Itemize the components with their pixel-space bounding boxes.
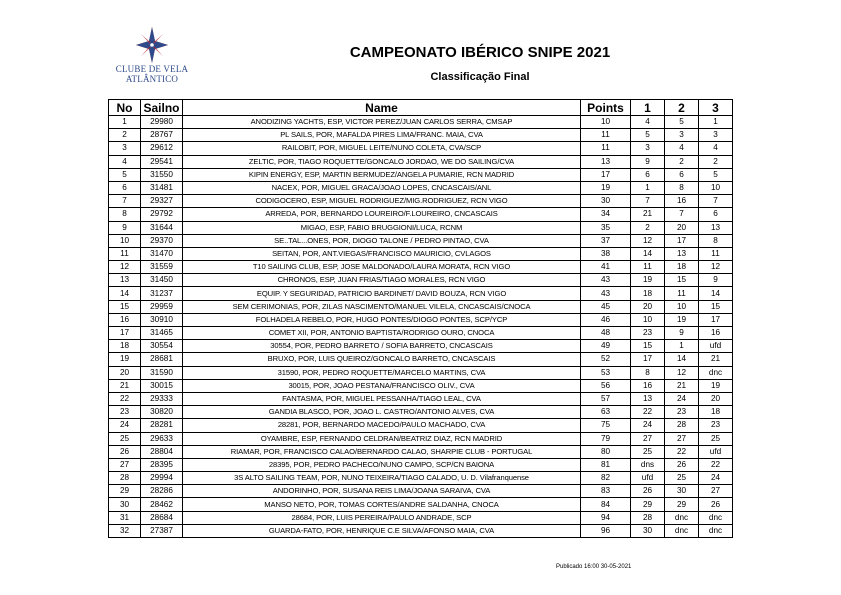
col-race3-cell: 15 xyxy=(699,300,733,313)
col-name-cell: GANDIA BLASCO, POR, JOAO L. CASTRO/ANTONIO ALVES, CVA xyxy=(183,406,581,419)
col-race3-cell: 20 xyxy=(699,392,733,405)
col-sailno-cell: 27387 xyxy=(141,524,183,537)
col-points-cell: 57 xyxy=(581,392,631,405)
col-name-cell: OYAMBRE, ESP, FERNANDO CELDRAN/BEATRIZ DIAZ, RCN MADRID xyxy=(183,432,581,445)
col-name-cell: 28684, POR, LUIS PEREIRA/PAULO ANDRADE, SCP xyxy=(183,511,581,524)
col-name-header: Name xyxy=(183,100,581,116)
col-no-cell: 6 xyxy=(109,181,141,194)
table-row xyxy=(109,340,733,353)
col-race1-header: 1 xyxy=(631,100,665,116)
results-table xyxy=(108,99,733,538)
col-name-cell: PL SAILS, POR, MAFALDA PIRES LIMA/FRANC. MAIA, CVA xyxy=(183,129,581,142)
col-race2-cell: 21 xyxy=(665,379,699,392)
col-points-cell: 48 xyxy=(581,327,631,340)
table-row xyxy=(109,511,733,524)
col-race3-cell: ufd xyxy=(699,340,733,353)
col-race2-cell: 24 xyxy=(665,392,699,405)
col-race2-header: 2 xyxy=(665,100,699,116)
col-points-cell: 13 xyxy=(581,155,631,168)
col-name-cell: CODIGOCERO, ESP, MIGUEL RODRIGUEZ/MIG.RODRIGUEZ, RCN VIGO xyxy=(183,195,581,208)
col-name-cell: EQUIP. Y SEGURIDAD, PATRICIO BARDINET/ DAVID BOUZA, RCN VIGO xyxy=(183,287,581,300)
col-sailno-cell: 31470 xyxy=(141,247,183,260)
col-race1-cell: 29 xyxy=(631,498,665,511)
col-race2-cell: 5 xyxy=(665,116,699,129)
club-name-line1: CLUBE DE VELA xyxy=(115,64,189,74)
page-subtitle: Classificação Final xyxy=(430,71,530,83)
table-row xyxy=(109,234,733,247)
col-race1-cell: 17 xyxy=(631,353,665,366)
table-row xyxy=(109,168,733,181)
col-points-cell: 56 xyxy=(581,379,631,392)
col-name-cell: 28395, POR, PEDRO PACHECO/NUNO CAMPO, SCP/CN BAIONA xyxy=(183,458,581,471)
col-name-cell: MANSO NETO, POR, TOMAS CORTES/ANDRE SALDANHA, CNOCA xyxy=(183,498,581,511)
col-sailno-cell: 30554 xyxy=(141,340,183,353)
col-name-cell: RAILOBIT, POR, MIGUEL LEITE/NUNO COLETA, CVA/SCP xyxy=(183,142,581,155)
col-race1-cell: 3 xyxy=(631,142,665,155)
col-points-cell: 63 xyxy=(581,406,631,419)
col-race3-cell: 22 xyxy=(699,458,733,471)
table-row xyxy=(109,181,733,194)
col-race2-cell: 14 xyxy=(665,353,699,366)
col-points-cell: 49 xyxy=(581,340,631,353)
col-no-cell: 25 xyxy=(109,432,141,445)
col-points-cell: 81 xyxy=(581,458,631,471)
col-race3-cell: 5 xyxy=(699,168,733,181)
col-race2-cell: 19 xyxy=(665,313,699,326)
col-race2-cell: 15 xyxy=(665,274,699,287)
table-row xyxy=(109,458,733,471)
col-race2-cell: 23 xyxy=(665,406,699,419)
col-race2-cell: 17 xyxy=(665,234,699,247)
col-race1-cell: 21 xyxy=(631,208,665,221)
table-row xyxy=(109,221,733,234)
col-name-cell: 30015, POR, JOAO PESTANA/FRANCISCO OLIV., CVA xyxy=(183,379,581,392)
col-race2-cell: 29 xyxy=(665,498,699,511)
col-race3-cell: 19 xyxy=(699,379,733,392)
col-name-cell: SE..TAL...ONES, POR, DIOGO TALONE / PEDRO PINTAO, CVA xyxy=(183,234,581,247)
col-race3-cell: 25 xyxy=(699,432,733,445)
col-name-cell: 28281, POR, BERNARDO MACEDO/PAULO MACHADO, CVA xyxy=(183,419,581,432)
col-points-cell: 43 xyxy=(581,287,631,300)
col-no-cell: 15 xyxy=(109,300,141,313)
col-sailno-cell: 28286 xyxy=(141,485,183,498)
col-points-cell: 82 xyxy=(581,472,631,485)
col-name-cell: ANDORINHO, POR, SUSANA REIS LIMA/JOANA SARAIVA, CVA xyxy=(183,485,581,498)
col-sailno-cell: 29994 xyxy=(141,472,183,485)
col-no-cell: 18 xyxy=(109,340,141,353)
col-no-cell: 28 xyxy=(109,472,141,485)
col-sailno-cell: 30820 xyxy=(141,406,183,419)
col-race3-cell: 6 xyxy=(699,208,733,221)
col-race3-cell: 14 xyxy=(699,287,733,300)
col-race2-cell: 20 xyxy=(665,221,699,234)
col-race2-cell: 12 xyxy=(665,366,699,379)
col-sailno-cell: 29633 xyxy=(141,432,183,445)
col-race1-cell: 6 xyxy=(631,168,665,181)
col-sailno-cell: 30910 xyxy=(141,313,183,326)
col-name-cell: T10 SAILING CLUB, ESP, JOSE MALDONADO/LAURA MORATA, RCN VIGO xyxy=(183,261,581,274)
col-race3-cell: dnc xyxy=(699,366,733,379)
col-sailno-cell: 31559 xyxy=(141,261,183,274)
col-no-cell: 30 xyxy=(109,498,141,511)
col-race2-cell: 2 xyxy=(665,155,699,168)
col-points-cell: 11 xyxy=(581,142,631,155)
col-race3-cell: 8 xyxy=(699,234,733,247)
club-logo xyxy=(104,26,200,88)
col-no-cell: 12 xyxy=(109,261,141,274)
page-title: CAMPEONATO IBÉRICO SNIPE 2021 xyxy=(349,44,611,61)
col-race3-cell: 11 xyxy=(699,247,733,260)
col-name-cell: SEM CERIMONIAS, POR, ZILAS NASCIMENTO/MANUEL VILELA, CNCASCAIS/CNOCA xyxy=(183,300,581,313)
col-race1-cell: 10 xyxy=(631,313,665,326)
col-no-cell: 27 xyxy=(109,458,141,471)
col-no-cell: 20 xyxy=(109,366,141,379)
col-race1-cell: 5 xyxy=(631,129,665,142)
col-race2-cell: 22 xyxy=(665,445,699,458)
col-sailno-cell: 29959 xyxy=(141,300,183,313)
col-sailno-cell: 28462 xyxy=(141,498,183,511)
col-race1-cell: 24 xyxy=(631,419,665,432)
col-race1-cell: 23 xyxy=(631,327,665,340)
col-race2-cell: 10 xyxy=(665,300,699,313)
col-name-cell: ZELTIC, POR, TIAGO ROQUETTE/GONCALO JORDAO, WE DO SAILING/CVA xyxy=(183,155,581,168)
table-header-row xyxy=(109,100,733,116)
col-race1-cell: 22 xyxy=(631,406,665,419)
col-race3-cell: 10 xyxy=(699,181,733,194)
col-race1-cell: ufd xyxy=(631,472,665,485)
col-sailno-cell: 31550 xyxy=(141,168,183,181)
col-race2-cell: dnc xyxy=(665,524,699,537)
col-race3-cell: dnc xyxy=(699,511,733,524)
col-points-cell: 17 xyxy=(581,168,631,181)
col-name-cell: RIAMAR, POR, FRANCISCO CALAO/BERNARDO CALAO, SHARPIE CLUB - PORTUGAL xyxy=(183,445,581,458)
table-row xyxy=(109,247,733,260)
table-row xyxy=(109,498,733,511)
col-race3-header: 3 xyxy=(699,100,733,116)
col-points-cell: 37 xyxy=(581,234,631,247)
col-no-cell: 13 xyxy=(109,274,141,287)
col-race1-cell: 7 xyxy=(631,195,665,208)
col-race2-cell: dnc xyxy=(665,511,699,524)
col-no-cell: 9 xyxy=(109,221,141,234)
col-sailno-cell: 28684 xyxy=(141,511,183,524)
col-race2-cell: 4 xyxy=(665,142,699,155)
col-no-cell: 3 xyxy=(109,142,141,155)
col-sailno-cell: 29541 xyxy=(141,155,183,168)
col-name-cell: FOLHADELA REBELO, POR, HUGO PONTES/DIOGO PONTES, SCP/YCP xyxy=(183,313,581,326)
col-race3-cell: 24 xyxy=(699,472,733,485)
col-sailno-cell: 29333 xyxy=(141,392,183,405)
col-sailno-cell: 31644 xyxy=(141,221,183,234)
col-sailno-cell: 29370 xyxy=(141,234,183,247)
col-points-cell: 80 xyxy=(581,445,631,458)
col-race3-cell: 26 xyxy=(699,498,733,511)
col-sailno-header: Sailno xyxy=(141,100,183,116)
table-row xyxy=(109,445,733,458)
col-name-cell: MIGAO, ESP, FABIO BRUGGIONI/LUCA, RCNM xyxy=(183,221,581,234)
col-race1-cell: 2 xyxy=(631,221,665,234)
col-name-cell: GUARDA-FATO, POR, HENRIQUE C.E SILVA/AFONSO MAIA, CVA xyxy=(183,524,581,537)
col-race1-cell: 1 xyxy=(631,181,665,194)
col-race3-cell: 7 xyxy=(699,195,733,208)
table-row xyxy=(109,379,733,392)
table-row xyxy=(109,116,733,129)
col-race2-cell: 18 xyxy=(665,261,699,274)
table-body xyxy=(109,116,733,538)
col-sailno-cell: 28395 xyxy=(141,458,183,471)
col-points-cell: 35 xyxy=(581,221,631,234)
col-no-header: No xyxy=(109,100,141,116)
col-race1-cell: 14 xyxy=(631,247,665,260)
col-no-cell: 5 xyxy=(109,168,141,181)
col-points-cell: 52 xyxy=(581,353,631,366)
col-no-cell: 22 xyxy=(109,392,141,405)
col-points-cell: 96 xyxy=(581,524,631,537)
col-race2-cell: 9 xyxy=(665,327,699,340)
col-race1-cell: 11 xyxy=(631,261,665,274)
col-sailno-cell: 30015 xyxy=(141,379,183,392)
col-race1-cell: 16 xyxy=(631,379,665,392)
col-no-cell: 14 xyxy=(109,287,141,300)
col-race2-cell: 6 xyxy=(665,168,699,181)
col-race3-cell: 17 xyxy=(699,313,733,326)
col-race3-cell: 16 xyxy=(699,327,733,340)
col-race2-cell: 26 xyxy=(665,458,699,471)
col-name-cell: 3S ALTO SAILING TEAM, POR, NUNO TEIXEIRA/TIAGO CALADO, U. D. Vilafranquense xyxy=(183,472,581,485)
col-name-cell: KIPIN ENERGY, ESP, MARTIN BERMUDEZ/ANGELA PUMARIE, RCN MADRID xyxy=(183,168,581,181)
col-name-cell: CHRONOS, ESP, JUAN FRIAS/TIAGO MORALES, RCN VIGO xyxy=(183,274,581,287)
table-row xyxy=(109,392,733,405)
col-name-cell: BRUXO, POR, LUIS QUEIROZ/GONCALO BARRETO, CNCASCAIS xyxy=(183,353,581,366)
table-row xyxy=(109,432,733,445)
col-race1-cell: 9 xyxy=(631,155,665,168)
table-row xyxy=(109,195,733,208)
col-points-cell: 34 xyxy=(581,208,631,221)
table-row xyxy=(109,142,733,155)
table-row xyxy=(109,155,733,168)
col-no-cell: 8 xyxy=(109,208,141,221)
col-no-cell: 1 xyxy=(109,116,141,129)
col-sailno-cell: 28681 xyxy=(141,353,183,366)
col-points-cell: 38 xyxy=(581,247,631,260)
col-sailno-cell: 31590 xyxy=(141,366,183,379)
col-name-cell: 31590, POR, PEDRO ROQUETTE/MARCELO MARTINS, CVA xyxy=(183,366,581,379)
col-race1-cell: 27 xyxy=(631,432,665,445)
col-race2-cell: 1 xyxy=(665,340,699,353)
col-no-cell: 16 xyxy=(109,313,141,326)
table-row xyxy=(109,313,733,326)
col-race2-cell: 7 xyxy=(665,208,699,221)
table-row xyxy=(109,524,733,537)
table-row xyxy=(109,419,733,432)
col-race1-cell: 13 xyxy=(631,392,665,405)
col-points-cell: 45 xyxy=(581,300,631,313)
table-row xyxy=(109,327,733,340)
col-points-cell: 94 xyxy=(581,511,631,524)
col-race1-cell: 19 xyxy=(631,274,665,287)
col-points-cell: 83 xyxy=(581,485,631,498)
col-no-cell: 31 xyxy=(109,511,141,524)
col-sailno-cell: 31465 xyxy=(141,327,183,340)
col-race2-cell: 16 xyxy=(665,195,699,208)
col-sailno-cell: 31237 xyxy=(141,287,183,300)
col-race3-cell: 18 xyxy=(699,406,733,419)
col-no-cell: 17 xyxy=(109,327,141,340)
col-race2-cell: 13 xyxy=(665,247,699,260)
col-race1-cell: 4 xyxy=(631,116,665,129)
table-row xyxy=(109,274,733,287)
table-row xyxy=(109,353,733,366)
col-sailno-cell: 29327 xyxy=(141,195,183,208)
col-race2-cell: 8 xyxy=(665,181,699,194)
col-name-cell: COMET XII, POR, ANTONIO BAPTISTA/RODRIGO OURO, CNOCA xyxy=(183,327,581,340)
col-race3-cell: ufd xyxy=(699,445,733,458)
col-race2-cell: 3 xyxy=(665,129,699,142)
col-sailno-cell: 28281 xyxy=(141,419,183,432)
table-row xyxy=(109,406,733,419)
table-row xyxy=(109,208,733,221)
col-race1-cell: 8 xyxy=(631,366,665,379)
col-race1-cell: 28 xyxy=(631,511,665,524)
col-sailno-cell: 31481 xyxy=(141,181,183,194)
col-race3-cell: 23 xyxy=(699,419,733,432)
col-no-cell: 21 xyxy=(109,379,141,392)
col-race1-cell: 12 xyxy=(631,234,665,247)
published-timestamp: Publicado 16:00 30-05-2021 xyxy=(556,564,632,570)
col-sailno-cell: 29612 xyxy=(141,142,183,155)
col-no-cell: 29 xyxy=(109,485,141,498)
col-race1-cell: 20 xyxy=(631,300,665,313)
table-row xyxy=(109,261,733,274)
col-points-cell: 79 xyxy=(581,432,631,445)
col-name-cell: ARREDA, POR, BERNARDO LOUREIRO/F.LOUREIRO, CNCASCAIS xyxy=(183,208,581,221)
col-race1-cell: 15 xyxy=(631,340,665,353)
col-race1-cell: 26 xyxy=(631,485,665,498)
club-name-line2: ATLÂNTICO xyxy=(125,74,179,84)
col-race3-cell: 27 xyxy=(699,485,733,498)
table-row xyxy=(109,129,733,142)
col-no-cell: 11 xyxy=(109,247,141,260)
col-no-cell: 19 xyxy=(109,353,141,366)
col-race2-cell: 11 xyxy=(665,287,699,300)
col-race2-cell: 25 xyxy=(665,472,699,485)
col-name-cell: ANODIZING YACHTS, ESP, VICTOR PEREZ/JUAN CARLOS SERRA, CMSAP xyxy=(183,116,581,129)
col-race2-cell: 28 xyxy=(665,419,699,432)
compass-star-icon xyxy=(135,26,169,64)
col-name-cell: NACEX, POR, MIGUEL GRACA/JOAO LOPES, CNCASCAIS/ANL xyxy=(183,181,581,194)
col-race1-cell: 25 xyxy=(631,445,665,458)
col-name-cell: 30554, POR, PEDRO BARRETO / SOFIA BARRETO, CNCASCAIS xyxy=(183,340,581,353)
col-no-cell: 32 xyxy=(109,524,141,537)
col-points-cell: 10 xyxy=(581,116,631,129)
table-row xyxy=(109,366,733,379)
col-sailno-cell: 28804 xyxy=(141,445,183,458)
col-no-cell: 2 xyxy=(109,129,141,142)
col-name-cell: FANTASMA, POR, MIGUEL PESSANHA/TIAGO LEAL, CVA xyxy=(183,392,581,405)
col-race3-cell: 2 xyxy=(699,155,733,168)
col-race1-cell: 30 xyxy=(631,524,665,537)
table-row xyxy=(109,472,733,485)
col-sailno-cell: 29792 xyxy=(141,208,183,221)
col-points-cell: 84 xyxy=(581,498,631,511)
col-points-cell: 11 xyxy=(581,129,631,142)
col-points-cell: 46 xyxy=(581,313,631,326)
col-sailno-cell: 31450 xyxy=(141,274,183,287)
col-race3-cell: dnc xyxy=(699,524,733,537)
col-points-cell: 43 xyxy=(581,274,631,287)
col-race3-cell: 1 xyxy=(699,116,733,129)
col-race3-cell: 9 xyxy=(699,274,733,287)
col-name-cell: SEITAN, POR, ANT.VIEGAS/FRANCISCO MAURICIO, CVLAGOS xyxy=(183,247,581,260)
col-race3-cell: 3 xyxy=(699,129,733,142)
col-race2-cell: 30 xyxy=(665,485,699,498)
col-race1-cell: 18 xyxy=(631,287,665,300)
col-no-cell: 7 xyxy=(109,195,141,208)
col-points-cell: 30 xyxy=(581,195,631,208)
col-race3-cell: 21 xyxy=(699,353,733,366)
col-points-cell: 75 xyxy=(581,419,631,432)
col-points-cell: 41 xyxy=(581,261,631,274)
col-race3-cell: 13 xyxy=(699,221,733,234)
col-sailno-cell: 28767 xyxy=(141,129,183,142)
col-race3-cell: 12 xyxy=(699,261,733,274)
table-row xyxy=(109,287,733,300)
col-no-cell: 24 xyxy=(109,419,141,432)
col-sailno-cell: 29980 xyxy=(141,116,183,129)
table-row xyxy=(109,485,733,498)
col-points-header: Points xyxy=(581,100,631,116)
table-row xyxy=(109,300,733,313)
col-no-cell: 10 xyxy=(109,234,141,247)
col-no-cell: 23 xyxy=(109,406,141,419)
col-no-cell: 26 xyxy=(109,445,141,458)
col-race3-cell: 4 xyxy=(699,142,733,155)
col-race2-cell: 27 xyxy=(665,432,699,445)
col-no-cell: 4 xyxy=(109,155,141,168)
col-points-cell: 53 xyxy=(581,366,631,379)
col-race1-cell: dns xyxy=(631,458,665,471)
col-points-cell: 19 xyxy=(581,181,631,194)
